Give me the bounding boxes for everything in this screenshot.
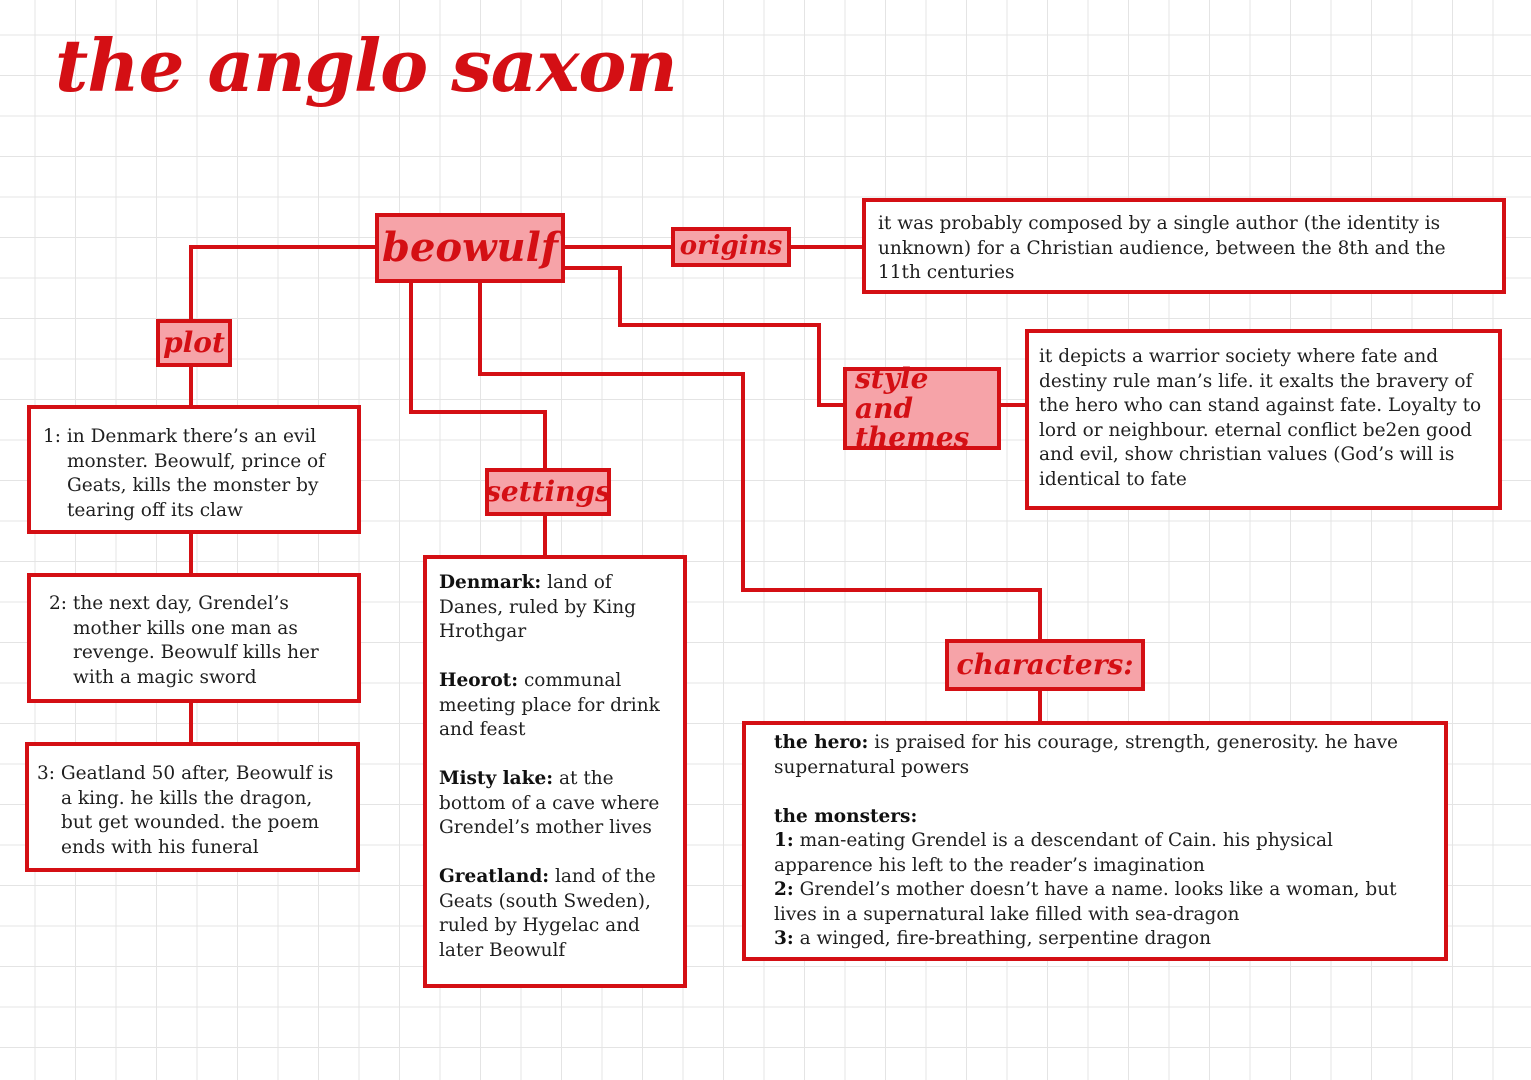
node-settings-label: settings: [485, 475, 611, 509]
characters-box: [742, 721, 1448, 961]
setting-text: land of the Geats (south Sweden), ruled by Hygelac and later Beowulf: [439, 866, 656, 961]
setting-name: Greatland:: [439, 866, 550, 887]
node-style-label: style and themes: [855, 362, 970, 455]
monster-number: 2:: [774, 879, 794, 900]
plot-box-2: [27, 573, 361, 703]
node-origins: [671, 227, 791, 267]
plot-text-1: 1: in Denmark there’s an evil monster. Beowulf, prince of Geats, kills the monster by tearing off its claw: [43, 426, 326, 521]
node-style-and-themes: [843, 362, 1001, 455]
node-origins-label: origins: [679, 231, 783, 262]
node-beowulf: [375, 213, 565, 283]
character-hero: [774, 731, 1432, 780]
hero-label: the hero:: [774, 732, 869, 753]
monster-text: a winged, fire-breathing, serpentine dragon: [793, 928, 1212, 949]
monster-text: Grendel’s mother doesn’t have a name. looks like a woman, but lives in a supernatural lake filled with sea-dragon: [774, 879, 1397, 925]
setting-item: [439, 865, 673, 963]
plot-text-3: 3: Geatland 50 after, Beowulf is a king. he kills the dragon, but get wounded. the poem ends with his funeral: [37, 763, 334, 858]
setting-item: [439, 571, 673, 645]
node-characters: [945, 639, 1145, 691]
node-settings: [485, 468, 611, 516]
monster-number: 1:: [774, 830, 794, 851]
setting-text: land of Danes, ruled by King Hrothgar: [439, 572, 636, 642]
setting-name: Denmark:: [439, 572, 542, 593]
plot-box-1: [27, 405, 361, 534]
hero-text: is praised for his courage, strength, generosity. he have supernatural powers: [774, 732, 1398, 778]
setting-item: [439, 767, 673, 841]
monsters-heading: [774, 805, 1432, 830]
node-characters-label: characters:: [956, 648, 1134, 682]
monster-item: [774, 878, 1432, 927]
page-title: the anglo saxon: [55, 23, 677, 108]
style-box: [1025, 329, 1502, 510]
settings-box: [423, 555, 687, 988]
monster-number: 3:: [774, 928, 794, 949]
setting-text: at the bottom of a cave where Grendel’s mother lives: [439, 768, 660, 838]
node-plot-label: plot: [163, 326, 225, 360]
node-beowulf-label: beowulf: [381, 224, 558, 271]
connector-plot: [191, 247, 377, 322]
connector-style: [563, 268, 845, 405]
setting-name: Misty lake:: [439, 768, 554, 789]
plot-text-2: 2: the next day, Grendel’s mother kills one man as revenge. Beowulf kills her with a magic sword: [49, 593, 319, 688]
plot-box-3: [25, 742, 360, 872]
origins-box: [862, 198, 1506, 294]
monster-text: man-eating Grendel is a descendant of Cain. his physical apparence his left to the reader’s imagination: [774, 830, 1333, 876]
style-text: it depicts a warrior society where fate and destiny rule man’s life. it exalts the bravery of the hero who can stand against fate. Loyalty to lord or neighbour. eternal conflict be2en good and evil, show christian values (God’s will is identical to fate: [1039, 346, 1482, 490]
origins-text: it was probably composed by a single author (the identity is unknown) for a Christian audience, between the 8th and the 11th centuries: [878, 213, 1446, 283]
setting-name: Heorot:: [439, 670, 519, 691]
setting-text: communal meeting place for drink and feast: [439, 670, 660, 740]
node-plot: [156, 319, 232, 367]
monster-item: [774, 829, 1432, 878]
setting-item: [439, 669, 673, 743]
monsters-label: the monsters:: [774, 805, 918, 827]
monster-item: [774, 927, 1432, 952]
